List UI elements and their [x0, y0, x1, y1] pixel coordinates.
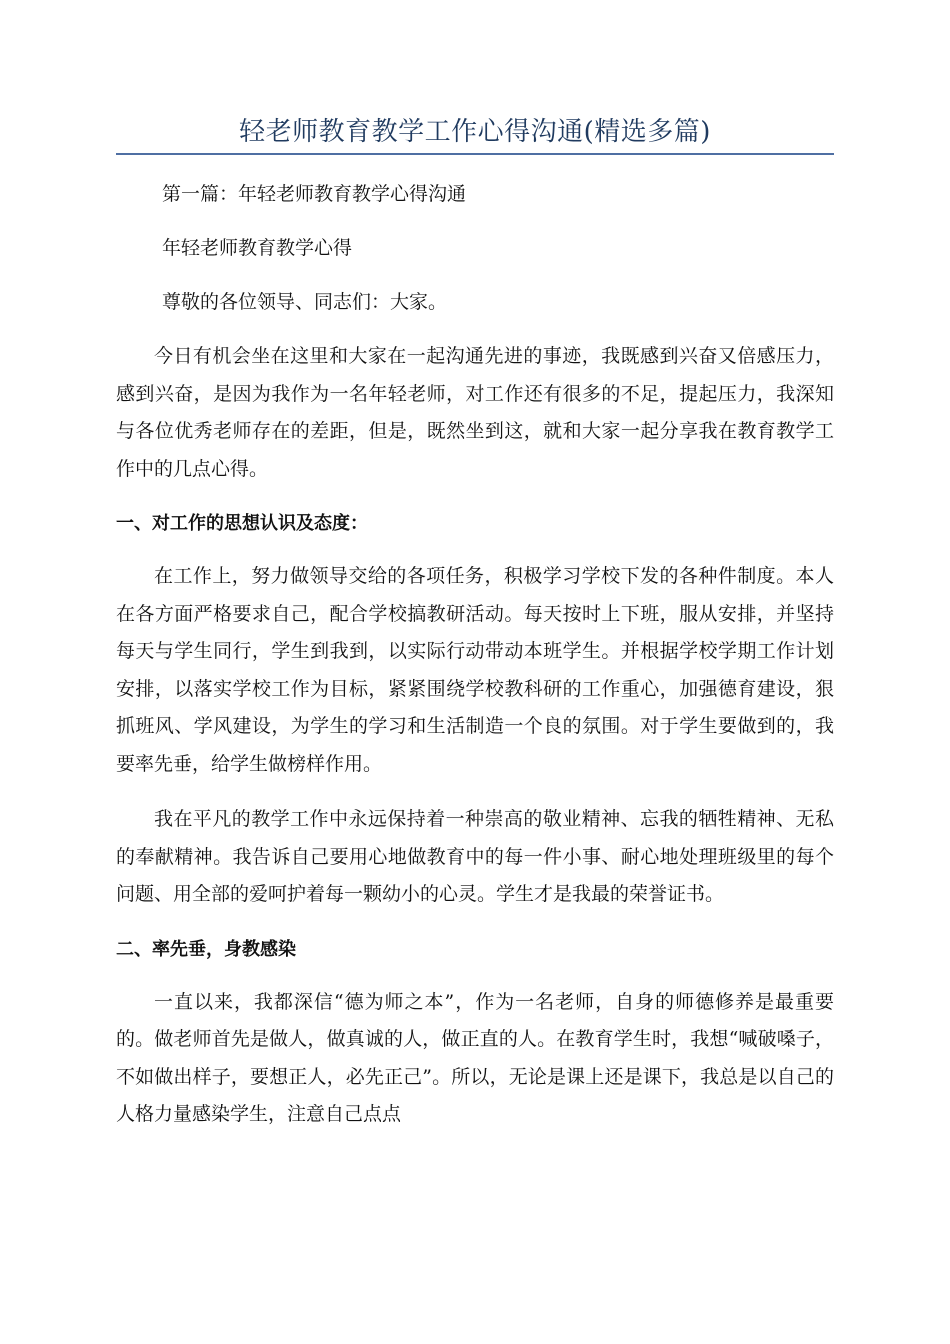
document-body: [116, 176, 834, 1134]
paragraph-dedication: 我在平凡的教学工作中永远保持着一种崇高的敬业精神、忘我的牺牲精神、无私的奉献精神。我告诉自己要用心地做教育中的每一件小事、耐心地处理班级里的每个问题、用全部的爱呵护着每一颗幼小的心灵。学生才是我最的荣誉证书。: [116, 808, 834, 905]
paragraph-teacher-ethics: 一直以来，我都深信“德为师之本”，作为一名老师，自身的师德修养是最重要的。做老师首先是做人，做真诚的人，做正直的人。在教育学生时，我想“喊破嗓子，不如做出样子，要想正人，必先正己”。所以，无论是课上还是课下，我总是以自己的人格力量感染学生，注意自己点点: [116, 990, 834, 1125]
greeting: 尊敬的各位领导、同志们：大家。: [162, 291, 448, 313]
document-title: 轻老师教育教学工作心得沟通(精选多篇): [239, 117, 711, 147]
heading-work-attitude: 一、对工作的思想认识及态度：: [116, 513, 368, 534]
heading-lead-by-example: 二、率先垂，身教感染: [116, 938, 296, 960]
title-underline: [116, 153, 834, 155]
subtitle: 年轻老师教育教学心得: [162, 237, 353, 259]
intro-paragraph: 今日有机会坐在这里和大家在一起沟通先进的事迹，我既感到兴奋又倍感压力，感到兴奋，是因为我作为一名年轻老师，对工作还有很多的不足，提起压力，我深知与各位优秀老师存在的差距，但是，既然坐到这，就和大家一起分享我在教育教学工作中的几点心得。: [116, 345, 834, 480]
paragraph-work-duties: 在工作上，努力做领导交给的各项任务，积极学习学校下发的各种件制度。本人在各方面严格要求自己，配合学校搞教研活动。每天按时上下班，服从安排，并坚持每天与学生同行，学生到我到，以实际行动带动本班学生。并根据学校学期工作计划安排，以落实学校工作为目标，紧紧围绕学校教科研的工作重心，加强德育建设，狠抓班风、学风建设，为学生的学习和生活制造一个良的氛围。对于学生要做到的，我要率先垂，给学生做榜样作用。: [116, 565, 834, 775]
section-heading: 第一篇：年轻老师教育教学心得沟通: [162, 183, 467, 205]
